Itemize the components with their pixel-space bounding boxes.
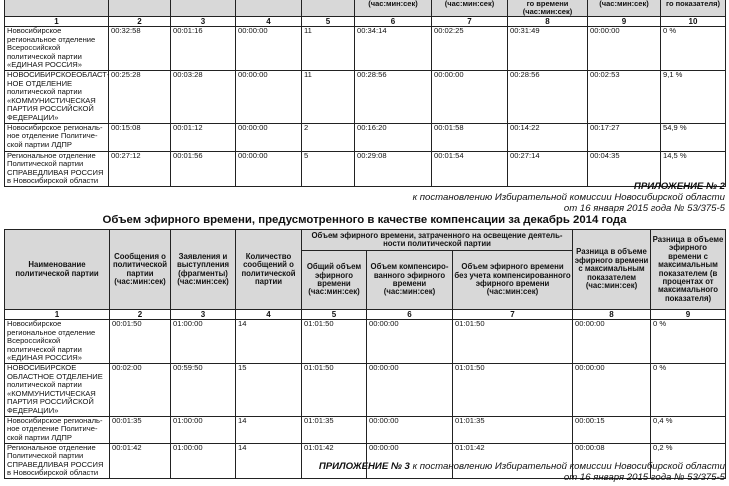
t1-colnum: 1	[5, 17, 109, 27]
cell-statements: 00:03:28	[171, 70, 236, 123]
party-name: НОВОСИБИРСКОЕ ОБЛАСТНОЕ ОТДЕЛЕНИЕ политической партии «КОММУНИСТИЧЕСКАЯ ПАРТИЯ РОССИЙСКОЙ ФЕДЕРАЦИИ»	[5, 363, 110, 416]
cell-total: 01:01:50	[302, 363, 367, 416]
cell-statements: 01:00:00	[171, 320, 236, 364]
cell-compensated: 00:01:54	[432, 151, 508, 186]
cell-diff: 00:04:35	[588, 151, 661, 186]
broadcast-time-table-2	[4, 229, 726, 479]
cell-statements: 00:59:50	[171, 363, 236, 416]
table-row	[5, 70, 726, 123]
t2-colnum: 1	[5, 310, 110, 320]
cell-compensated: 00:00:00	[432, 70, 508, 123]
t2-header-compensated: Объем компенсированного эфирного времени (час:мин:сек)	[367, 251, 453, 310]
cell-messages: 00:32:58	[109, 27, 171, 71]
cell-diff-pct: 0 %	[651, 320, 726, 364]
cell-diff: 00:00:08	[573, 443, 651, 478]
cell-messages: 00:15:08	[109, 123, 171, 151]
t1-header-count	[236, 0, 302, 17]
cell-total: 01:01:50	[302, 320, 367, 364]
t1-header-party	[5, 0, 109, 17]
t1-colnum: 2	[109, 17, 171, 27]
cell-diff: 00:00:00	[588, 27, 661, 71]
cell-total: 00:16:20	[355, 123, 432, 151]
cell-total: 00:34:14	[355, 27, 432, 71]
t1-header-statements	[171, 0, 236, 17]
party-name: Новосибирское региональное отделение Политической партии ЛДПР	[5, 416, 110, 443]
t1-colnum: 5	[302, 17, 355, 27]
party-name: Новосибирское региональное отделение Политической партии ЛДПР	[5, 123, 109, 151]
appendix-3-label: ПРИЛОЖЕНИЕ № 3	[318, 461, 410, 472]
t2-header-diff-pct: Разница в объеме эфирного времени с максимальным показателем (в процентах от максимального показателя)	[651, 230, 726, 310]
t1-colnum: 8	[508, 17, 588, 27]
cell-diff: 00:02:53	[588, 70, 661, 123]
t1-header-messages	[109, 0, 171, 17]
appendix-3-line1: к постановлению Избирательной комиссии Новосибирской области	[412, 461, 725, 472]
t1-colnum: 10	[661, 17, 726, 27]
cell-messages: 00:01:35	[110, 416, 171, 443]
broadcast-time-table-1	[4, 0, 726, 187]
appendix-2-label: ПРИЛОЖЕНИЕ № 2	[633, 181, 725, 192]
t1-colnum: 7	[432, 17, 508, 27]
cell-statements: 01:00:00	[171, 443, 236, 478]
t2-header-diff: Разница в объеме эфирного времени с максимальным показателем (час:мин:сек)	[573, 230, 651, 310]
t2-header-messages: Сообщения о политической партии (час:мин:сек)	[110, 230, 171, 310]
t2-colnum: 4	[236, 310, 302, 320]
t2-header-count: Количество сообщений о политической партии	[236, 230, 302, 310]
cell-compensated: 00:00:00	[367, 320, 453, 364]
cell-compensated: 00:01:58	[432, 123, 508, 151]
cell-diff: 00:17:27	[588, 123, 661, 151]
cell-diff: 00:00:00	[573, 363, 651, 416]
cell-messages: 00:02:00	[110, 363, 171, 416]
t2-colnum: 6	[367, 310, 453, 320]
t2-header-party: Наименование политической партии	[5, 230, 110, 310]
cell-statements: 00:01:56	[171, 151, 236, 186]
t1-header-5	[302, 0, 355, 17]
t1-header-without-comp	[508, 0, 588, 17]
cell-diff: 00:00:15	[573, 416, 651, 443]
cell-count: 11	[302, 70, 355, 123]
table-row	[5, 363, 726, 416]
appendix-3-caption	[319, 461, 725, 483]
t2-colnum: 7	[453, 310, 573, 320]
t2-header-total: Общий объем эфирного времени (час:мин:сек)	[302, 251, 367, 310]
cell-diff: 00:00:00	[573, 320, 651, 364]
cell-messages: 00:27:12	[109, 151, 171, 186]
cell-without-comp: 01:01:42	[453, 443, 573, 478]
table-2-title: Объем эфирного времени, предусмотренного в качестве компенсации за декабрь 2014 года	[102, 214, 627, 226]
cell-col4: 00:00:00	[236, 70, 302, 123]
t1-header-frag-b: (час:мин:сек)	[522, 7, 573, 16]
cell-without-comp: 01:01:50	[453, 320, 573, 364]
cell-compensated: 00:00:00	[367, 443, 453, 478]
cell-diff-pct: 0 %	[661, 27, 726, 71]
t1-colnum: 6	[355, 17, 432, 27]
cell-compensated: 00:00:00	[367, 416, 453, 443]
party-name: НОВОСИБИРСКОЕОБЛАСТНОЕ ОТДЕЛЕНИЕ политической партии «КОММУНИСТИЧЕСКАЯ ПАРТИЯ РОССИЙСКОЙ ФЕДЕРАЦИИ»	[5, 70, 109, 123]
appendix-2-line2: от 16 января 2015 года № 53/375-5	[563, 203, 725, 214]
t2-colnum: 8	[573, 310, 651, 320]
cell-messages: 00:01:50	[110, 320, 171, 364]
cell-without-comp: 01:01:35	[453, 416, 573, 443]
t1-header-total: (час:мин:сек)	[355, 0, 432, 17]
cell-diff-pct: 9,1 %	[661, 70, 726, 123]
cell-total: 00:29:08	[355, 151, 432, 186]
cell-diff-pct: 14,5 %	[661, 151, 726, 186]
appendix-3-line2: от 16 января 2015 года № 53/375-5	[563, 472, 725, 483]
cell-statements: 00:01:12	[171, 123, 236, 151]
cell-count: 15	[236, 363, 302, 416]
t1-header-diff-pct: го показателя)	[661, 0, 726, 17]
table-row	[5, 123, 726, 151]
cell-col4: 00:00:00	[236, 27, 302, 71]
t2-header-group: Объем эфирного времени, затраченного на освещение деятельности политической партии	[302, 230, 573, 251]
t1-header-compensated: (час:мин:сек)	[432, 0, 508, 17]
t2-colnum: 5	[302, 310, 367, 320]
cell-count: 14	[236, 416, 302, 443]
cell-total: 01:01:35	[302, 416, 367, 443]
t1-colnum: 4	[236, 17, 302, 27]
t2-colnum: 3	[171, 310, 236, 320]
t2-colnum: 2	[110, 310, 171, 320]
cell-diff-pct: 54,9 %	[661, 123, 726, 151]
cell-statements: 00:01:16	[171, 27, 236, 71]
t2-header-statements: Заявления и выступления (фрагменты) (час:мин:сек)	[171, 230, 236, 310]
cell-total: 01:01:42	[302, 443, 367, 478]
cell-compensated: 00:00:00	[367, 363, 453, 416]
cell-col4: 00:00:00	[236, 151, 302, 186]
table-row	[5, 27, 726, 71]
cell-messages: 00:01:42	[110, 443, 171, 478]
table-row	[5, 320, 726, 364]
cell-without-comp: 00:31:49	[508, 27, 588, 71]
appendix-2-caption	[413, 181, 725, 214]
cell-without-comp: 00:14:22	[508, 123, 588, 151]
cell-col4: 00:00:00	[236, 123, 302, 151]
t2-colnum: 9	[651, 310, 726, 320]
t1-colnum: 9	[588, 17, 661, 27]
cell-statements: 01:00:00	[171, 416, 236, 443]
table-row	[5, 416, 726, 443]
cell-count: 2	[302, 123, 355, 151]
cell-count: 14	[236, 443, 302, 478]
t1-header-frag-a: го времени	[526, 0, 569, 8]
party-name: Новосибирское региональное отделение Всероссийской политической партии «ЕДИНАЯ РОССИЯ»	[5, 27, 109, 71]
cell-without-comp: 01:01:50	[453, 363, 573, 416]
party-name: Новосибирское региональное отделение Всероссийской политической партии «ЕДИНАЯ РОССИЯ»	[5, 320, 110, 364]
cell-count: 11	[302, 27, 355, 71]
party-name: Региональное отделение Политической партии СПРАВЕДЛИВАЯ РОССИЯ в Новосибирской области	[5, 443, 110, 478]
t1-header-diff: (час:мин:сек)	[588, 0, 661, 17]
t1-colnum: 3	[171, 17, 236, 27]
cell-diff-pct: 0,2 %	[651, 443, 726, 478]
cell-compensated: 00:02:25	[432, 27, 508, 71]
t2-header-without-comp: Объем эфирного времени без учета компенсированного эфирного времени (час:мин:сек)	[453, 251, 573, 310]
cell-messages: 00:25:28	[109, 70, 171, 123]
cell-diff-pct: 0 %	[651, 363, 726, 416]
cell-without-comp: 00:28:56	[508, 70, 588, 123]
appendix-2-line1: к постановлению Избирательной комиссии Новосибирской области	[412, 192, 725, 203]
cell-count: 5	[302, 151, 355, 186]
cell-count: 14	[236, 320, 302, 364]
cell-without-comp: 00:27:14	[508, 151, 588, 186]
cell-diff-pct: 0,4 %	[651, 416, 726, 443]
cell-total: 00:28:56	[355, 70, 432, 123]
party-name: Региональное отделение Политической партии СПРАВЕДЛИВАЯ РОССИЯ в Новосибирской области	[5, 151, 109, 186]
